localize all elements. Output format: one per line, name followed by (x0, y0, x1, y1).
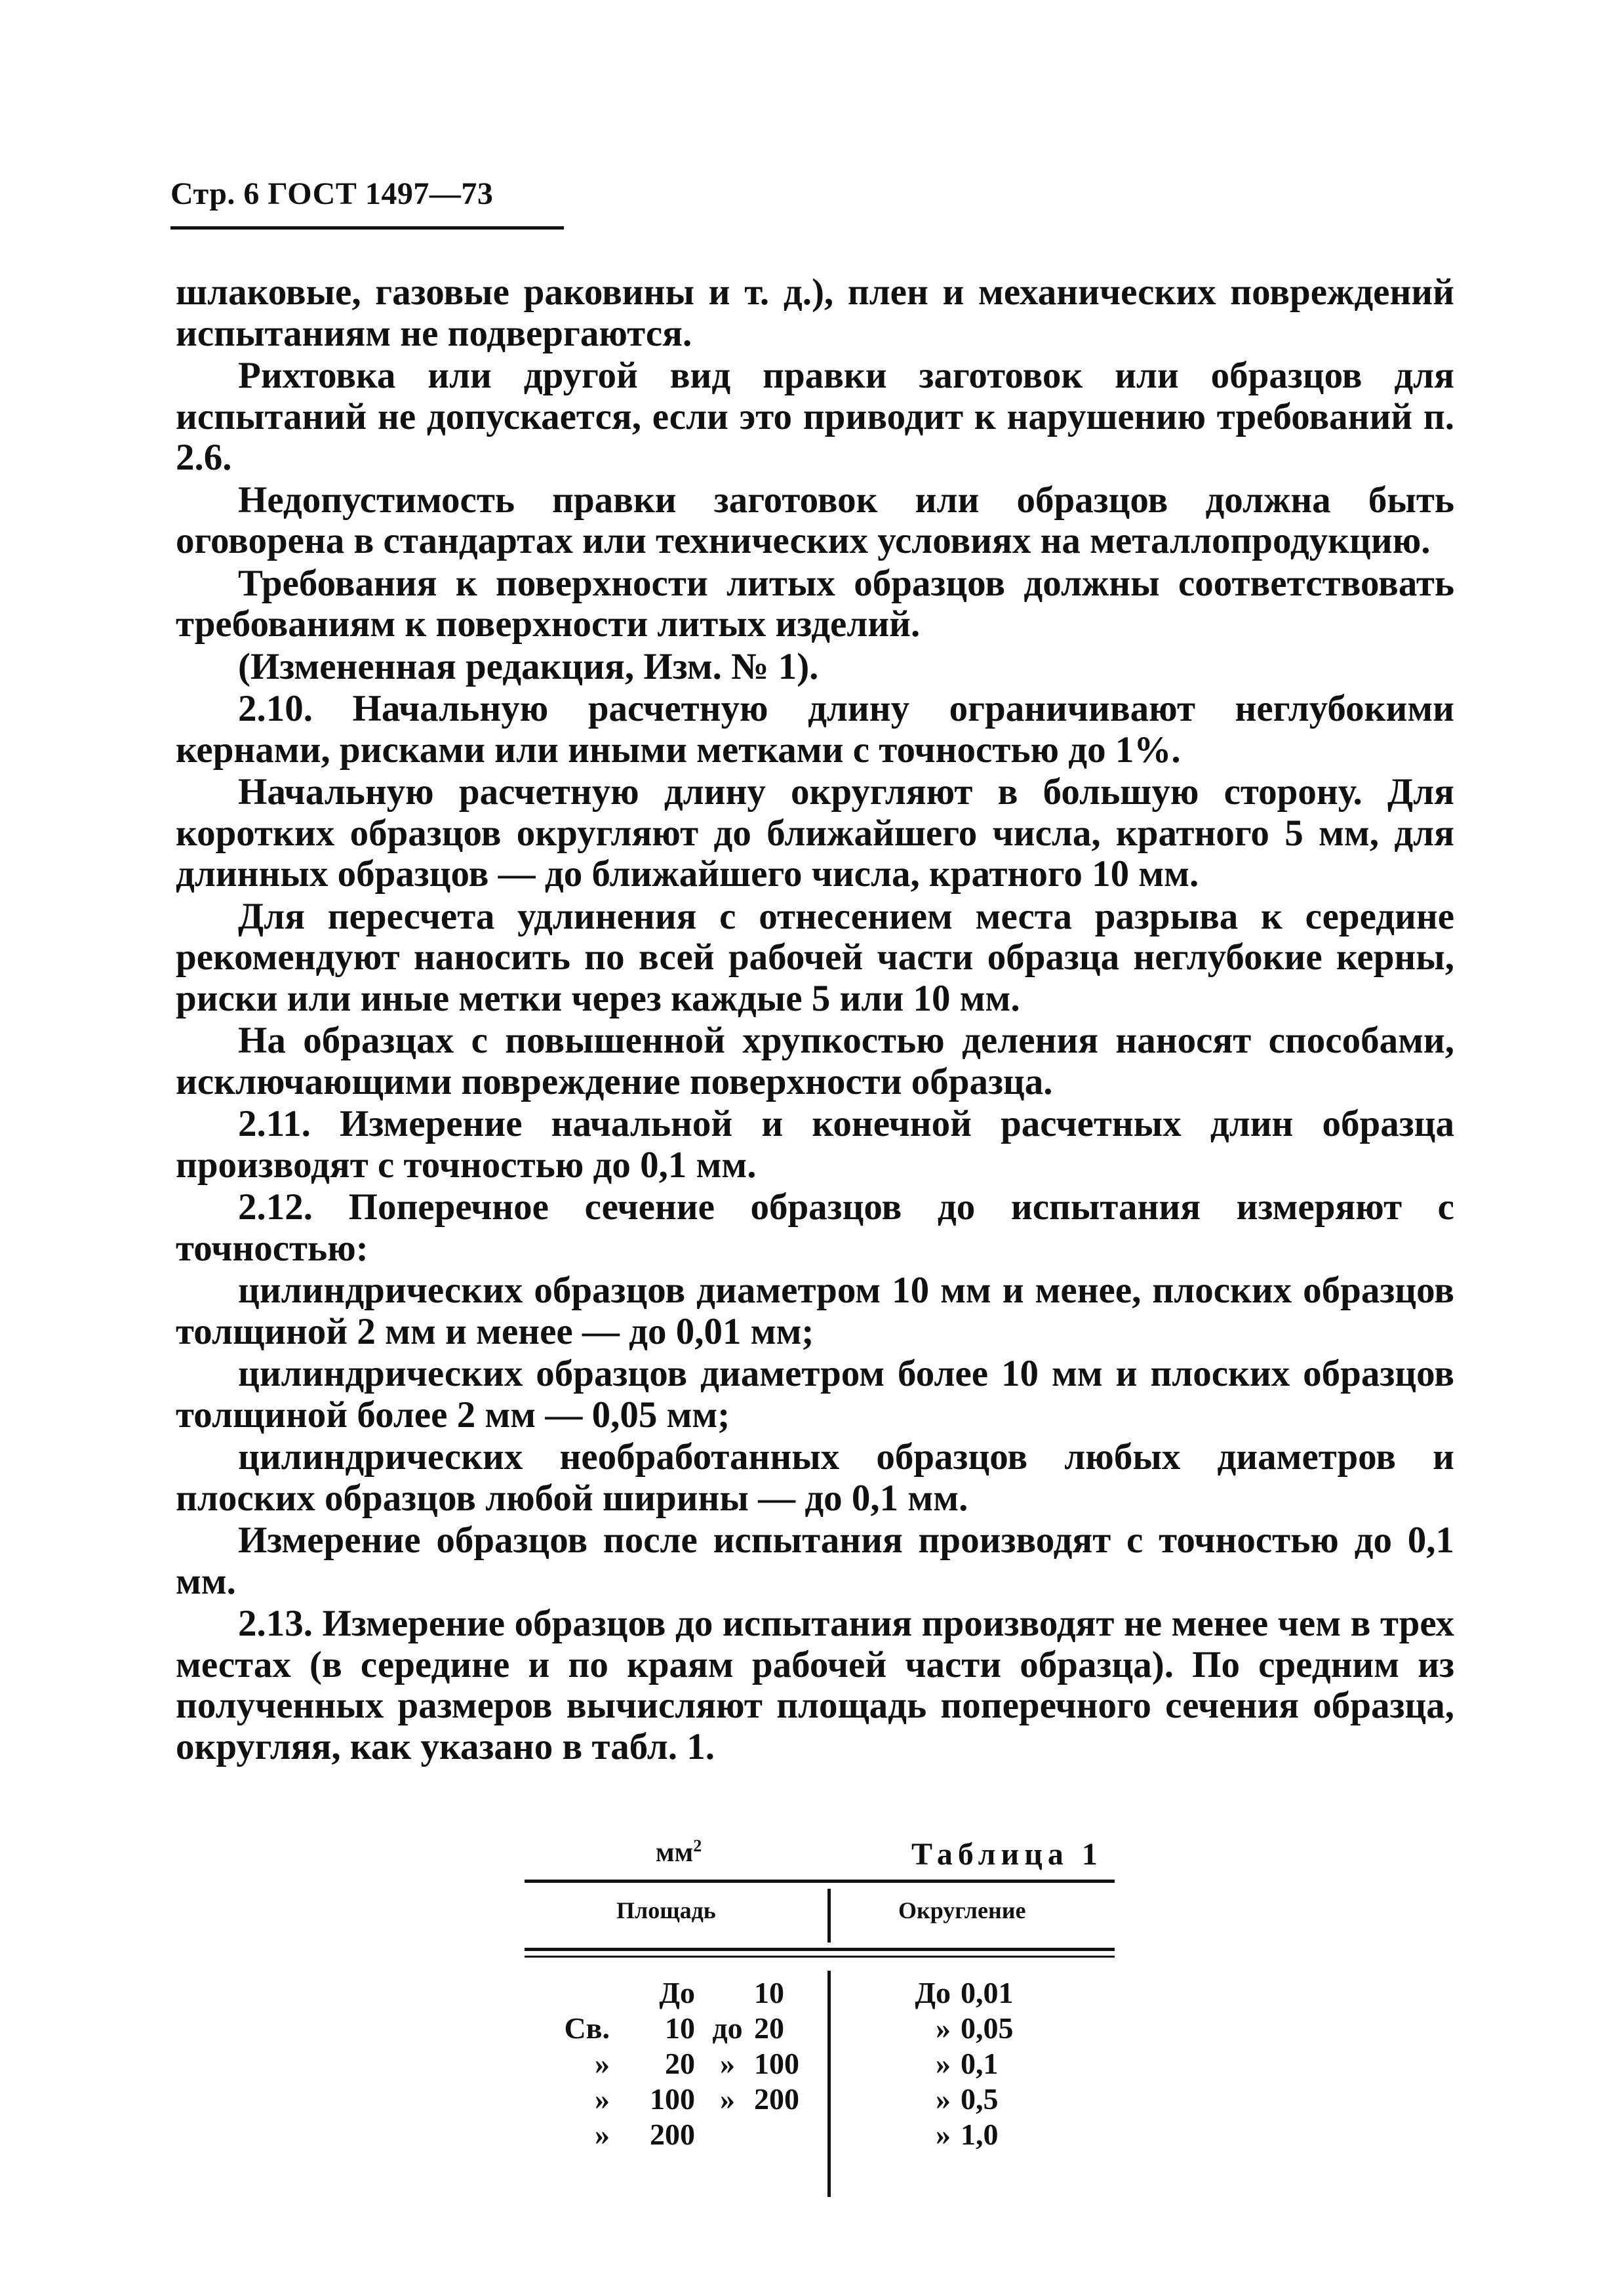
range-to: 200 (754, 2082, 799, 2116)
range-prefix: » (595, 2118, 610, 2151)
range-to: 20 (754, 2011, 784, 2045)
range-from: 20 (665, 2047, 695, 2080)
range-to: 10 (754, 1976, 784, 2009)
paragraph: шлаковые, газовые раковины и т. д.), плен и механических повреждений испытаниям не подвергаются. (176, 272, 1454, 354)
range-to: 100 (754, 2047, 799, 2080)
paragraph: Начальную расчетную длину округляют в большую сторону. Для коротких образцов округляют до ближайшего числа, кратного 5 мм, для длинных образцов — до ближайшего числа, кратного 10 мм. (176, 771, 1454, 895)
list-item: цилиндрических образцов диаметром более 10 мм и плоских образцов толщиной более 2 мм — 0,05 мм; (176, 1353, 1454, 1436)
table-caption: Таблица 1 (911, 1837, 1103, 1872)
clause-2-10: 2.10. Начальную расчетную длину ограничивают неглубокими кернами, рисками или иными метками с точностью до 1%. (176, 688, 1454, 771)
range-prefix: » (595, 2047, 610, 2080)
header-rule-lower (525, 1956, 1115, 1958)
header-rule-upper (525, 1948, 1115, 1951)
range-prefix: » (595, 2082, 610, 2116)
paragraph: Измерение образцов после испытания производят с точностью до 0,1 мм. (176, 1520, 1454, 1602)
page-header: Стр. 6 ГОСТ 1497—73 (170, 176, 494, 211)
range-mid: » (720, 2047, 735, 2080)
range-from: До (659, 1976, 695, 2009)
range-prefix: Св. (564, 2011, 610, 2045)
clause-2-12: 2.12. Поперечное сечение образцов до испытания измеряют с точностью: (176, 1186, 1454, 1269)
clause-2-11: 2.11. Измерение начальной и конечной расчетных длин образца производят с точностью до 0,1 мм. (176, 1103, 1454, 1186)
rounding-prefix: » (936, 2118, 951, 2151)
clause-2-13: 2.13. Измерение образцов до испытания производят не менее чем в трех местах (в середине и по краям рабочей части образца). По средним из полученных размеров вычисляют площадь поперечного сечения образца, округляя, как указано в табл. 1. (176, 1603, 1454, 1767)
column-divider (827, 1889, 831, 1943)
unit-superscript: 2 (693, 1836, 702, 1855)
rounding-value: 1,0 (961, 2118, 999, 2151)
paragraph: Недопустимость правки заготовок или образцов должна быть оговорена в стандартах или технических условиях на металлопродукцию. (176, 479, 1454, 561)
rounding-value: 0,05 (961, 2011, 1014, 2045)
range-from: 10 (665, 2011, 695, 2045)
table-row (525, 2117, 1115, 2152)
list-item: цилиндрических необработанных образцов любых диаметров и плоских образцов любой ширины — до 0,1 мм. (176, 1436, 1454, 1519)
list-item: цилиндрических образцов диаметром 10 мм и менее, плоских образцов толщиной 2 мм и менее — до 0,01 мм; (176, 1270, 1454, 1352)
body-text (176, 272, 1454, 1767)
range-from: 100 (650, 2082, 695, 2116)
rounding-value: 0,5 (961, 2082, 999, 2116)
paragraph: На образцах с повышенной хрупкостью деления наносят способами, исключающими повреждение поверхности образца. (176, 1020, 1454, 1102)
range-from: 200 (650, 2118, 695, 2151)
header-rounding: Округление (898, 1897, 1026, 1923)
rounding-prefix: До (915, 1976, 951, 2009)
range-mid: до (712, 2011, 743, 2045)
header-rule (170, 226, 564, 230)
rounding-prefix: » (936, 2011, 951, 2045)
rounding-prefix: » (936, 2082, 951, 2116)
table-top-rule (525, 1880, 1115, 1883)
table-unit (656, 1836, 702, 1868)
table-row (525, 2082, 1115, 2117)
paragraph: Для пересчета удлинения с отнесением места разрыва к середине рекомендуют наносить по всей рабочей части образца неглубокие керны, риски или иные метки через каждые 5 или 10 мм. (176, 895, 1454, 1019)
rounding-value: 0,1 (961, 2047, 999, 2080)
table-body (525, 1975, 1115, 2152)
unit-text: мм (656, 1838, 694, 1868)
amendment-note: (Измененная редакция, Изм. № 1). (238, 645, 819, 687)
paragraph: Требования к поверхности литых образцов должны соответствовать требованиям к поверхности литых изделий. (176, 562, 1454, 645)
table-row (525, 2046, 1115, 2082)
header-area: Площадь (616, 1897, 716, 1923)
table-row (525, 2011, 1115, 2046)
paragraph: Рихтовка или другой вид правки заготовок или образцов для испытаний не допускается, если это приводит к нарушению требований п. 2.6. (176, 355, 1454, 478)
range-mid: » (720, 2082, 735, 2116)
table-row (525, 1975, 1115, 2011)
rounding-prefix: » (936, 2047, 951, 2080)
rounding-value: 0,01 (961, 1976, 1014, 2009)
